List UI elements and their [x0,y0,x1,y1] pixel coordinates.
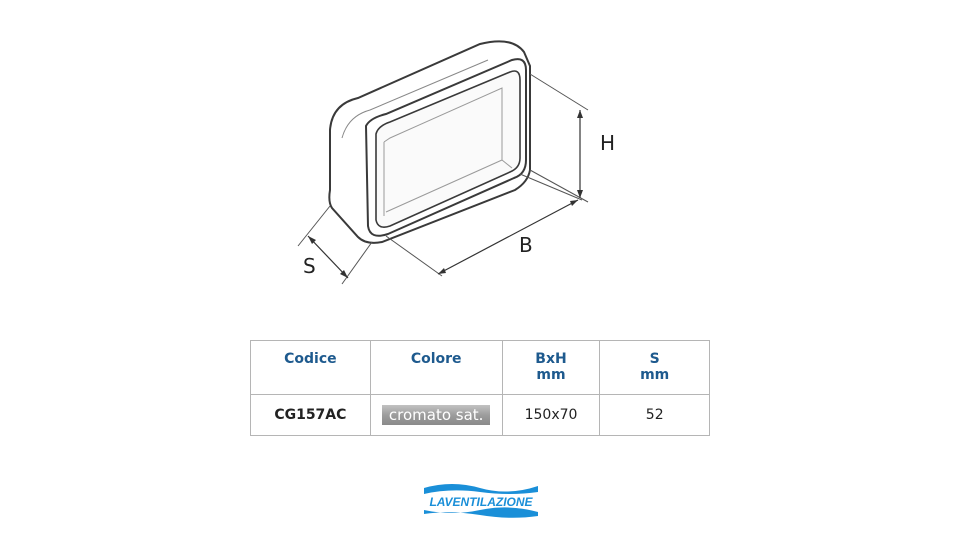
cell-code: CG157AC [251,395,371,436]
logo-wave-icon [422,480,540,520]
header-s-label: S [649,351,660,367]
cell-bxh: 150x70 [502,395,600,436]
height-dimension-label: H [600,131,616,155]
header-bxh-label: BxH [535,351,567,367]
header-color [370,341,502,395]
header-bxh [502,341,600,395]
header-s-unit: mm [640,367,670,383]
product-drawing [290,30,630,300]
header-bxh-unit: mm [536,367,566,383]
header-s [600,341,710,395]
cell-color [370,395,502,436]
table-header-row [251,341,710,395]
color-swatch: cromato sat. [382,405,490,425]
logo-text: LAVENTILAZIONE [429,495,533,509]
header-code-label: Codice [284,351,337,367]
table-row [251,395,710,436]
brand-logo [422,480,540,520]
base-dimension-label: B [519,233,533,257]
cell-s: 52 [600,395,710,436]
spec-table [250,340,710,436]
duct-connector-illustration [290,30,630,300]
thickness-dimension-label: S [303,254,316,278]
header-color-label: Colore [410,351,462,367]
header-code [251,341,371,395]
